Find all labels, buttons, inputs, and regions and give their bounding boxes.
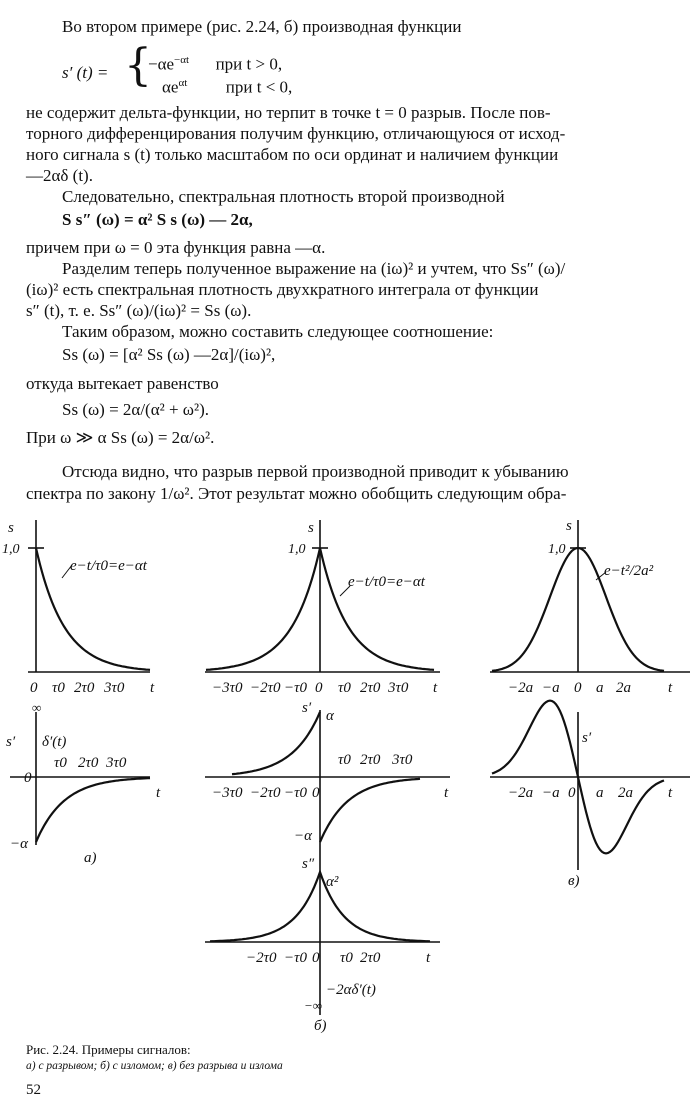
fig-a-s-label: s [8, 520, 14, 536]
formula-2: S s″ (ω) = α² S s (ω) — 2α, [62, 210, 253, 229]
fig-b-bot-zero-label: 0 [312, 950, 320, 966]
text-line-14: Отсюда видно, что разрыв первой производной приводит к убыванию [62, 462, 569, 481]
fig-b-bot-tau0-label: τ0 [340, 950, 353, 966]
figure-caption-parts: а) с разрывом; б) с изломом; в) без разрыва и излома [26, 1060, 283, 1072]
fig-b-2tau0-label: 2τ0 [360, 680, 381, 696]
fig-a-2tau0-label: 2τ0 [74, 680, 95, 696]
fig-b-exp-label: e−t/τ0=e−αt [348, 574, 425, 590]
fig-b-alpha-label: α [326, 708, 334, 724]
fig-b-t-label: t [433, 680, 438, 696]
fig-c-bot-m2a-label: −2a [508, 785, 534, 801]
fig-b-m3tau0-label: −3τ0 [212, 680, 243, 696]
fig-c-s-label: s [566, 518, 572, 534]
fig-a-delta-label: δ′(t) [42, 734, 67, 750]
page-number: 52 [26, 1082, 41, 1098]
fig-b-derivative-right-curve [320, 779, 420, 842]
fig-b-mid-2tau0-label: 2τ0 [360, 752, 381, 768]
fig-b-mid-t-label: t [444, 785, 449, 801]
fig-b-derivative-left-curve [232, 712, 320, 774]
fig-b-bot-t-label: t [426, 950, 431, 966]
fig-a-bot-tau0-label: τ0 [54, 755, 67, 771]
text-line-1: Во втором примере (рис. 2.24, б) производная функции [62, 17, 462, 36]
fig-a-bot-3tau0-label: 3τ0 [106, 755, 127, 771]
fig-b-m-inf-label: −∞ [304, 998, 323, 1013]
fig-b-bot-mtau0-label: −τ0 [284, 950, 307, 966]
fig-b-caption-letter: б) [314, 1018, 327, 1034]
fig-b-mid-3tau0-label: 3τ0 [392, 752, 413, 768]
fig-a-m-alpha-label: −α [10, 836, 28, 852]
fig-c-bot-zero-label: 0 [568, 785, 576, 801]
fig-c-bot-a-label: a [596, 785, 604, 801]
text-line-10: s″ (t), т. е. Ss″ (ω)/(iω)² = Ss (ω). [26, 301, 252, 320]
fig-b-mid-zero-label: 0 [312, 785, 320, 801]
fig-b-3tau0-label: 3τ0 [388, 680, 409, 696]
fig-a-bot-t-label: t [156, 785, 161, 801]
fig-c-exp-label: e−t²/2a² [604, 563, 654, 579]
text-line-3: торного дифференцирования получим функцию, отличающуюся от исход- [26, 124, 566, 143]
text-line-13: При ω ≫ α Ss (ω) = 2α/ω². [26, 428, 215, 447]
text-line-15: спектра по закону 1/ω². Этот результат можно обобщить следующим обра- [26, 484, 567, 503]
fig-a-s1-label: s′ [6, 734, 16, 750]
fig-c-caption-letter: в) [568, 873, 580, 889]
text-line-7: причем при ω = 0 эта функция равна —α. [26, 238, 326, 257]
text-line-11: Таким образом, можно составить следующее соотношение: [62, 322, 494, 341]
fig-b-mid-m3tau0-label: −3τ0 [212, 785, 243, 801]
formula-1-lhs: s′ (t) = [62, 63, 109, 82]
formula-1-brace: { [124, 40, 152, 91]
text-line-5: —2αδ (t). [26, 166, 93, 185]
fig-b-one-label: 1,0 [288, 542, 306, 557]
fig-c-ma-label: −a [542, 680, 560, 696]
fig-b-mid-tau0-label: τ0 [338, 752, 351, 768]
text-line-2: не содержит дельта-функции, но терпит в точке t = 0 разрыв. После пов- [26, 103, 551, 122]
fig-a-inf-label: ∞ [32, 700, 42, 715]
fig-b-delta-label: −2αδ′(t) [326, 982, 376, 998]
fig-a-derivative-curve [36, 778, 150, 842]
fig-c-bot-ma-label: −a [542, 785, 560, 801]
text-line-4: ного сигнала s (t) только масштабом по оси ординат и наличием функции [26, 145, 559, 164]
fig-c-one-label: 1,0 [548, 542, 566, 557]
fig-c-m2a-label: −2a [508, 680, 534, 696]
fig-b-s2-label: s″ [302, 856, 315, 872]
fig-c-zero-label: 0 [574, 680, 582, 696]
fig-b-s1-label: s′ [302, 700, 312, 716]
fig-b-mid-m2tau0-label: −2τ0 [250, 785, 281, 801]
fig-b-s-label: s [308, 520, 314, 536]
fig-a-3tau0-label: 3τ0 [104, 680, 125, 696]
fig-a-bot-2tau0-label: 2τ0 [78, 755, 99, 771]
formula-1-case-2: $\alpha e^{\alpha t}$ при t < 0, [162, 77, 293, 97]
fig-a-zero-label: 0 [30, 680, 38, 696]
fig-a-t-label: t [150, 680, 155, 696]
text-line-8: Разделим теперь полученное выражение на (iω)² и учтем, что Ss″ (ω)/ [62, 259, 566, 278]
fig-c-a-label: a [596, 680, 604, 696]
fig-c-s1-label: s′ [582, 730, 592, 746]
fig-b-bot-2tau0-label: 2τ0 [360, 950, 381, 966]
text-line-6: Следовательно, спектральная плотность второй производной [62, 187, 505, 206]
fig-c-bot-t-label: t [668, 785, 673, 801]
fig-b-m-alpha-label: −α [294, 828, 312, 844]
text-line-12: откуда вытекает равенство [26, 374, 219, 393]
fig-a-one-label: 1,0 [2, 542, 20, 557]
fig-b-zero-label: 0 [315, 680, 323, 696]
fig-a-bot-zero-label: 0 [24, 770, 32, 786]
fig-c-t-label: t [668, 680, 673, 696]
fig-b-m2tau0-label: −2τ0 [250, 680, 281, 696]
fig-b-bot-m2tau0-label: −2τ0 [246, 950, 277, 966]
fig-a-tau0-label: τ0 [52, 680, 65, 696]
fig-a-exp-label: e−t/τ0=e−αt [70, 558, 147, 574]
formula-3: Ss (ω) = [α² Ss (ω) —2α]/(iω)², [62, 345, 276, 364]
figure-caption: Рис. 2.24. Примеры сигналов: [26, 1042, 191, 1057]
fig-b-alpha2-label: α² [326, 874, 339, 890]
fig-c-2a-label: 2a [616, 680, 631, 696]
formula-1-case-1: $-\alpha e^{-\alpha t}$ при t > 0, [148, 54, 283, 74]
fig-b-tau0-label: τ0 [338, 680, 351, 696]
formula-4: Ss (ω) = 2α/(α² + ω²). [62, 400, 209, 419]
fig-c-bot-2a-label: 2a [618, 785, 633, 801]
text-line-9: (iω)² есть спектральная плотность двухкратного интеграла от функции [26, 280, 539, 299]
fig-b-mtau0-label: −τ0 [284, 680, 307, 696]
fig-a-caption-letter: а) [84, 850, 97, 866]
fig-b-mid-mtau0-label: −τ0 [284, 785, 307, 801]
